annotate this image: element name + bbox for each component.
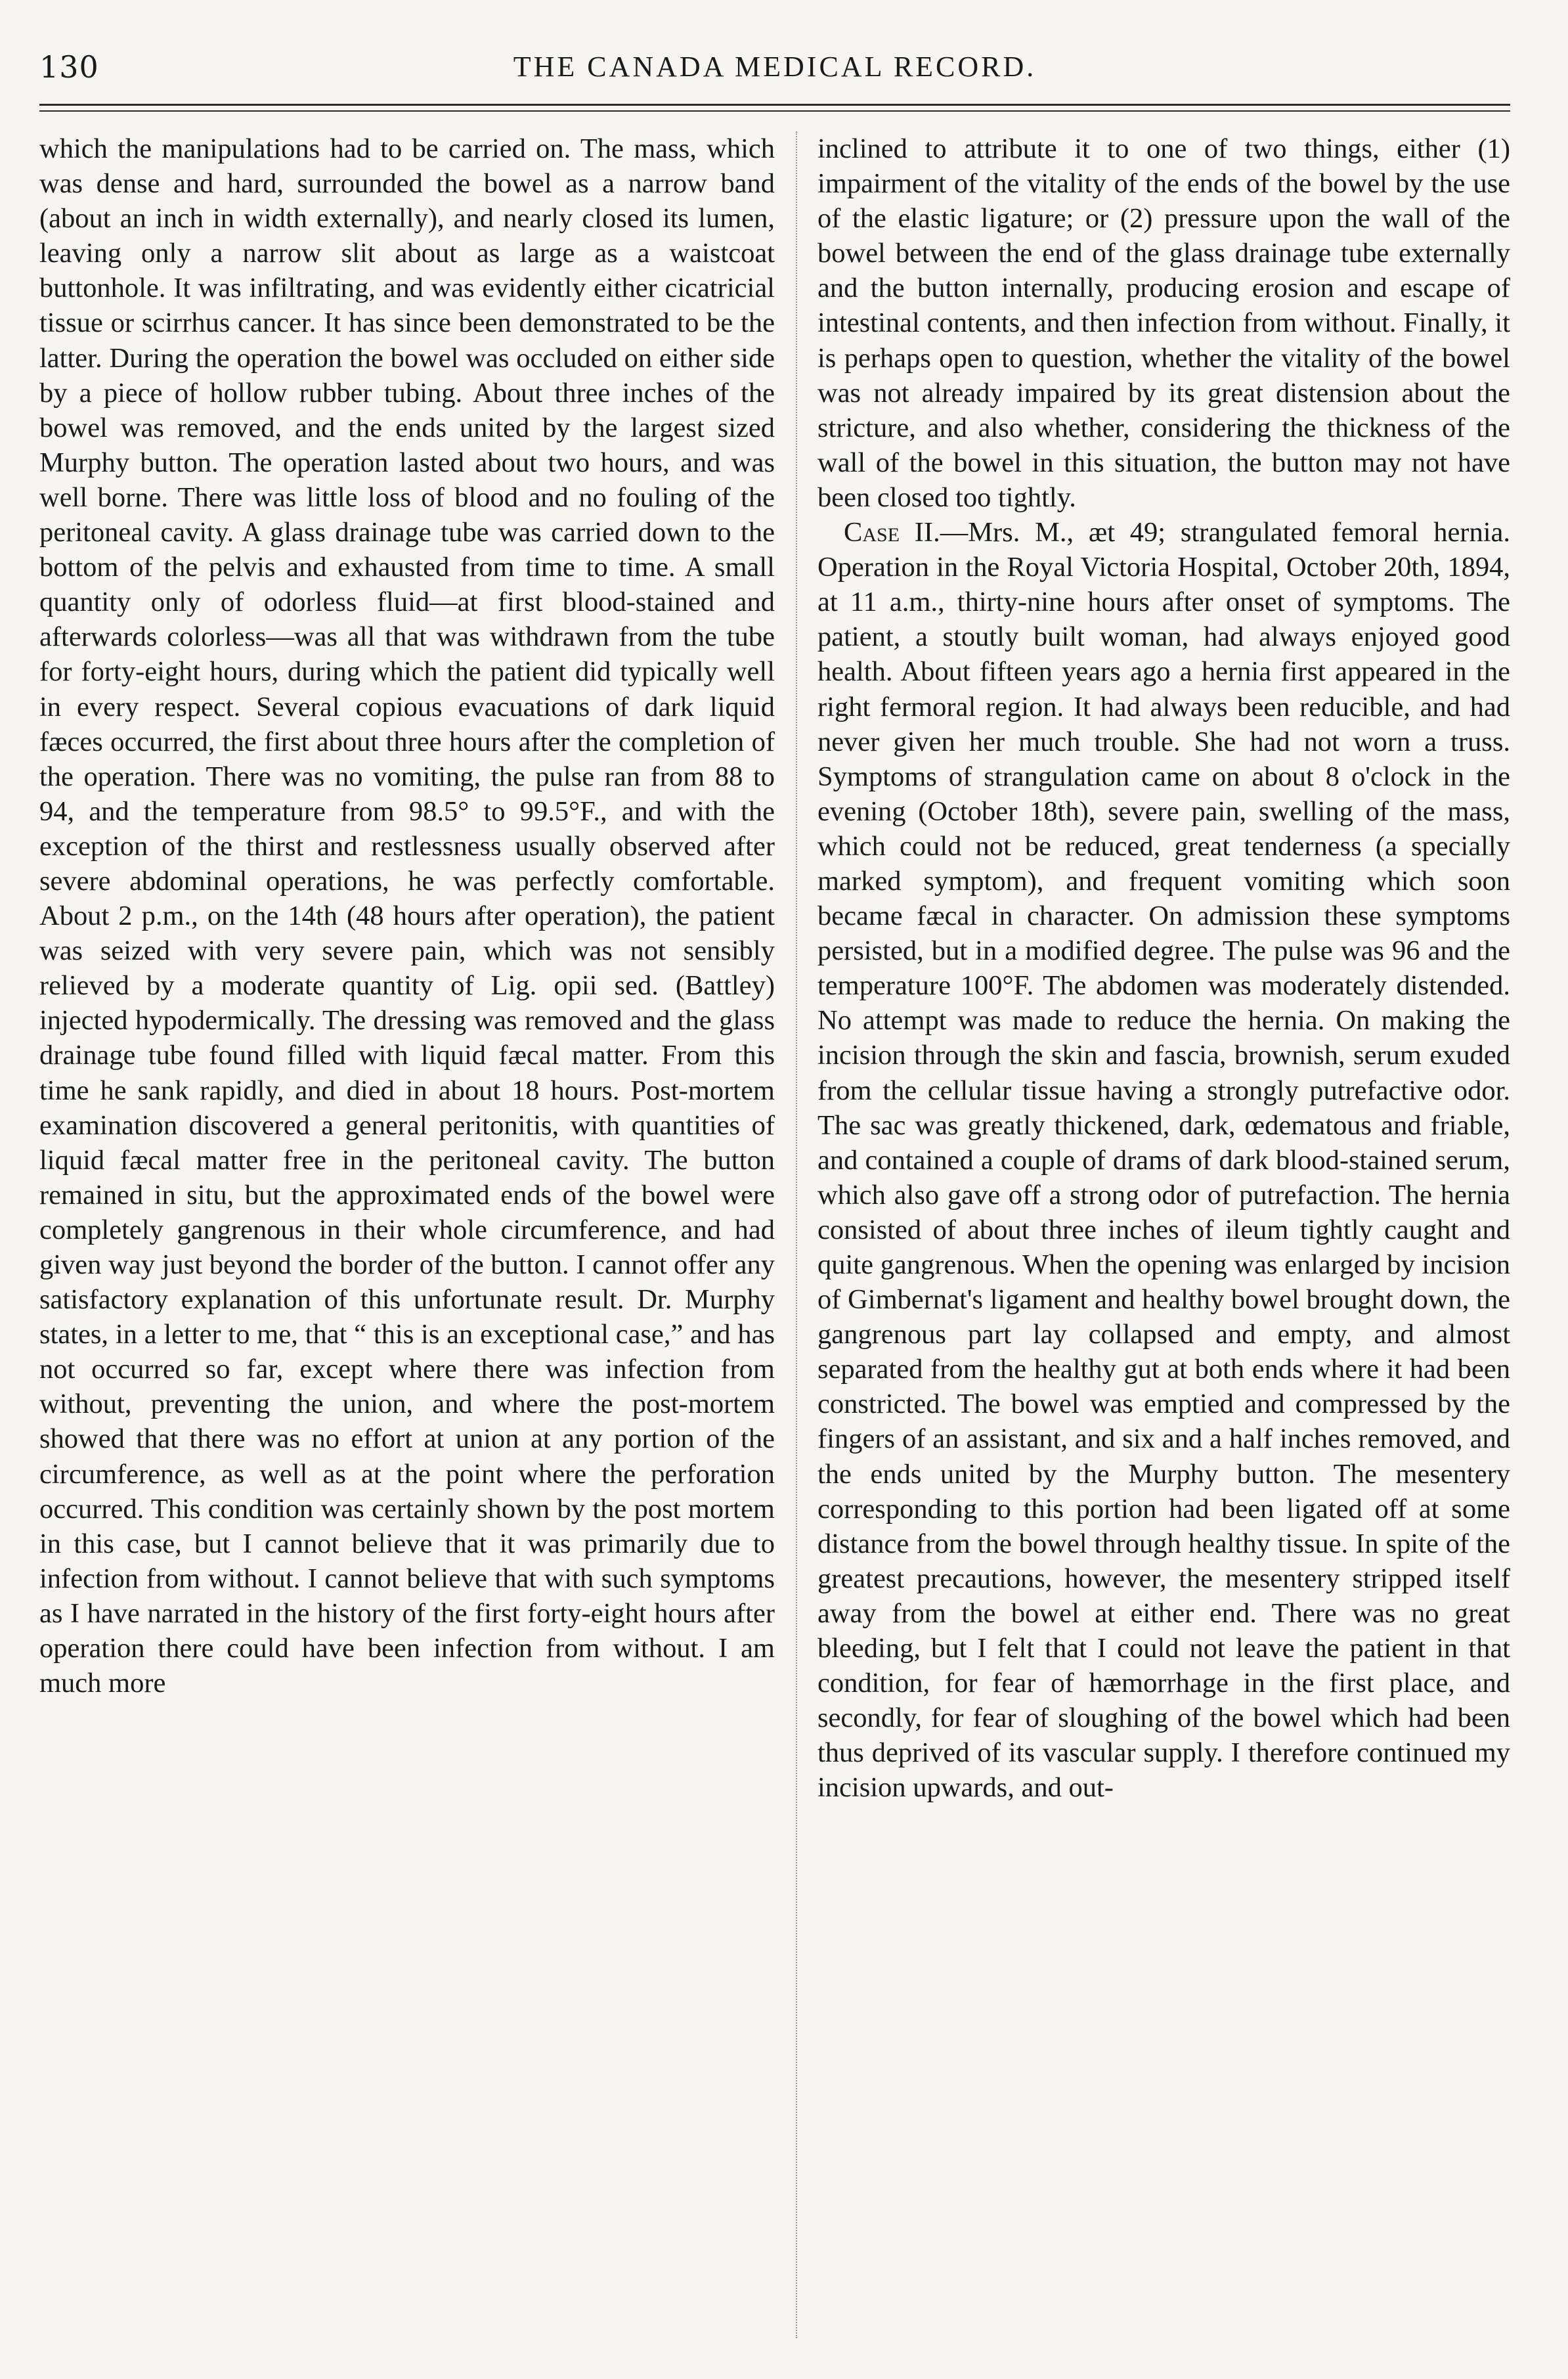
right-paragraph: inclined to attribute it to one of two things, either (1) impairment of the vitality of the ends of the bowel by the use of the elastic ligature; or (2) pressure upon the wall of the bowel between the end of the glass drainage tube externally and the button internally, producing erosion and escape of intestinal contents, and then infection from without. Finally, it is perhaps open to question, whether the vitality of the bowel was not already impaired by its great distension about the stricture, and also whether, considering the thickness of the wall of the bowel in this situation, the button may not have been closed too tightly. bbox=[817, 133, 1510, 513]
running-title: THE CANADA MEDICAL RECORD. bbox=[513, 51, 1037, 83]
header-rule-thin bbox=[39, 110, 1510, 112]
case-heading: Case II. bbox=[844, 517, 940, 548]
left-paragraph: which the manipulations had to be carried on. The mass, which was dense and hard, surrounded the bowel as a narrow band (about an inch in width externally), and nearly closed its lumen, leaving only a narrow slit about as large as a waistcoat buttonhole. It was infiltrating, and was evidently either cicatricial tissue or scirrhus cancer. It has since been demonstrated to be the latter. During the operation the bowel was occluded on either side by a piece of hollow rubber tubing. About three inches of the bowel was removed, and the ends united by the largest sized Murphy button. The operation lasted about two hours, and was well borne. There was little loss of blood and no fouling of the peritoneal cavity. A glass drainage tube was carried down to the bottom of the pelvis and exhausted from time to time. A small quantity only of odorless fluid—at first blood-stained and afterwards colorless—was all that was withdrawn from the tube for forty-eight hours, during which the patient did typically well in every respect. Several copious evacuations of dark liquid fæces occurred, the first about three hours after the completion of the operation. There was no vomiting, the pulse ran from 88 to 94, and the temperature from 98.5° to 99.5°F., and with the exception of the thirst and restlessness usually observed after severe abdominal operations, he was perfectly comfortable. About 2 p.m., on the 14th (48 hours after operation), the patient was seized with very severe pain, which was not sensibly relieved by a moderate quantity of Lig. opii sed. (Battley) injected hypodermically. The dressing was removed and the glass drainage tube found filled with liquid fæcal matter. From this time he sank rapidly, and died in about 18 hours. Post-mortem examination discovered a general peritonitis, with quantities of liquid fæcal matter free in the peritoneal cavity. The button remained in situ, but the approximated ends of the bowel were completely gangrenous in their whole circumference, and had given way just beyond the border of the button. I cannot offer any satisfactory explanation of this unfortunate result. Dr. Murphy states, in a letter to me, that “ this is an exceptional case,” and has not occurred so far, except where there was infection from without, preventing the union, and where the post-mortem showed that there was no effort at union at any portion of the circumference, as well as at the point where the perforation occurred. This condition was certainly shown by the post mortem in this case, but I cannot believe that it was primarily due to infection from without. I cannot believe that with such symptoms as I have narrated in the history of the first forty-eight hours after operation there could have been infection from without. I am much more bbox=[39, 133, 775, 1699]
left-column bbox=[39, 131, 775, 2338]
right-column bbox=[817, 131, 1510, 2338]
case-text: —Mrs. M., æt 49; strangulated femoral hernia. Operation in the Royal Victoria Hospital, October 20th, 1894, at 11 a.m., thirty-nine hours after onset of symptoms. The patient, a stoutly built woman, had always enjoyed good health. About fifteen years ago a hernia first appeared in the right fermoral region. It had always been reducible, and had never given her much trouble. She had not worn a truss. Symptoms of strangulation came on about 8 o'clock in the evening (October 18th), severe pain, swelling of the mass, which could not be reduced, great tenderness (a specially marked symptom), and frequent vomiting which soon became fæcal in character. On admission these symptoms persisted, but in a modified degree. The pulse was 96 and the temperature 100°F. The abdomen was moderately distended. No attempt was made to reduce the hernia. On making the incision through the skin and fascia, brownish, serum exuded from the cellular tissue having a strongly putrefactive odor. The sac was greatly thickened, dark, œdematous and friable, and contained a couple of drams of dark blood-stained serum, which also gave off a strong odor of putrefaction. The hernia consisted of about three inches of ileum tightly caught and quite gangrenous. When the opening was enlarged by incision of Gimbernat's ligament and healthy bowel brought down, the gangrenous part lay collapsed and empty, and almost separated from the healthy gut at both ends where it had been constricted. The bowel was emptied and compressed by the fingers of an assistant, and six and a half inches removed, and the ends united by the Murphy button. The mesentery corresponding to this portion had been ligated off at some distance from the bowel through healthy tissue. In spite of the greatest precautions, however, the mesentery stripped itself away from the bowel at either end. There was no great bleeding, but I felt that I could not leave the patient in that condition, for fear of hæmorrhage in the first place, and secondly, for fear of sloughing of the bowel which had been thus deprived of its vascular supply. I therefore continued my incision upwards, and out- bbox=[817, 517, 1510, 1804]
column-divider bbox=[796, 131, 797, 2338]
case-paragraph bbox=[817, 515, 1510, 1805]
page-header bbox=[39, 47, 1510, 87]
page-number: 130 bbox=[39, 49, 99, 85]
header-rule bbox=[39, 104, 1510, 106]
